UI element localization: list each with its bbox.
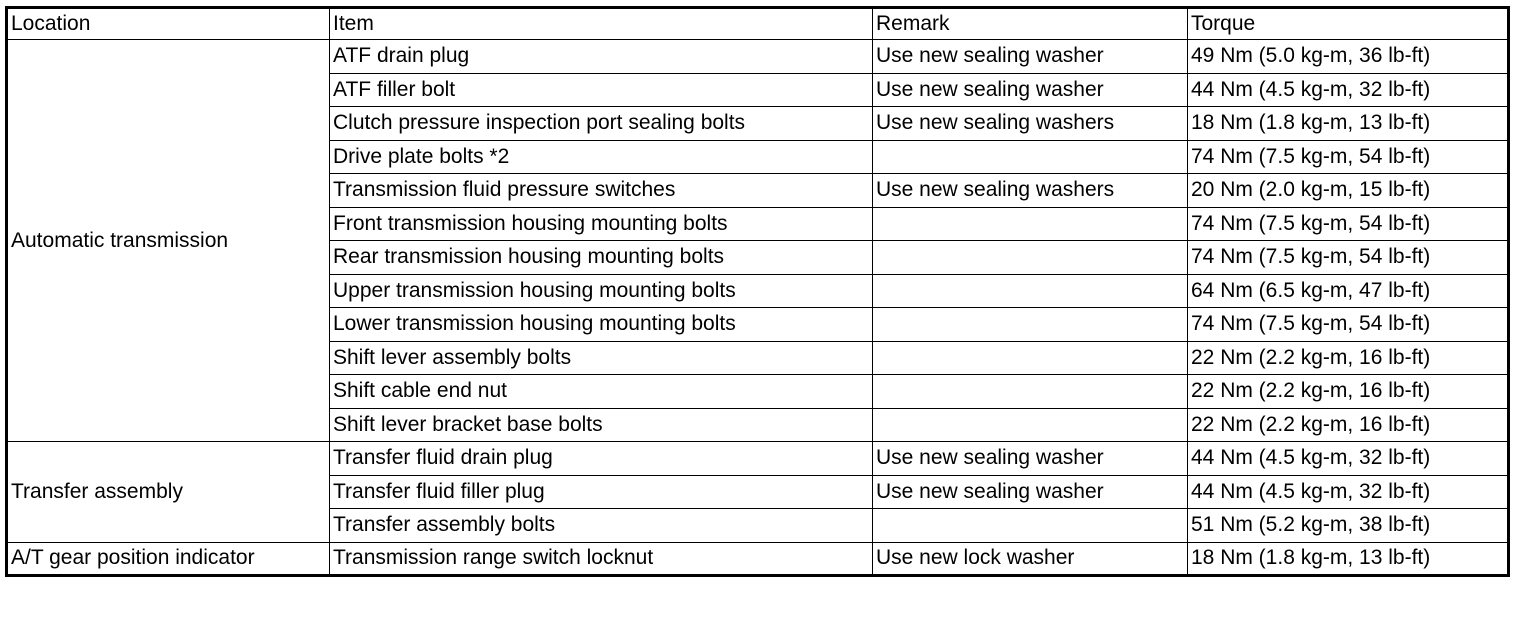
torque-cell: 51 Nm (5.2 kg-m, 38 lb-ft) xyxy=(1188,509,1509,543)
remark-cell: Use new sealing washer xyxy=(873,73,1188,107)
torque-cell: 20 Nm (2.0 kg-m, 15 lb-ft) xyxy=(1188,174,1509,208)
torque-cell: 22 Nm (2.2 kg-m, 16 lb-ft) xyxy=(1188,341,1509,375)
item-cell: Transmission range switch locknut xyxy=(330,542,873,576)
remark-cell: Use new sealing washers xyxy=(873,107,1188,141)
location-cell: A/T gear position indicator xyxy=(7,542,330,576)
torque-cell: 44 Nm (4.5 kg-m, 32 lb-ft) xyxy=(1188,475,1509,509)
torque-cell: 74 Nm (7.5 kg-m, 54 lb-ft) xyxy=(1188,308,1509,342)
column-header-remark: Remark xyxy=(873,8,1188,40)
table-row xyxy=(7,40,1509,74)
item-cell: Front transmission housing mounting bolts xyxy=(330,207,873,241)
remark-cell xyxy=(873,375,1188,409)
column-header-item: Item xyxy=(330,8,873,40)
remark-cell: Use new lock washer xyxy=(873,542,1188,576)
item-cell: Shift cable end nut xyxy=(330,375,873,409)
remark-cell xyxy=(873,207,1188,241)
table-header xyxy=(7,8,1509,40)
table-row xyxy=(7,442,1509,476)
column-header-location: Location xyxy=(7,8,330,40)
item-cell: Rear transmission housing mounting bolts xyxy=(330,241,873,275)
torque-cell: 64 Nm (6.5 kg-m, 47 lb-ft) xyxy=(1188,274,1509,308)
torque-cell: 44 Nm (4.5 kg-m, 32 lb-ft) xyxy=(1188,442,1509,476)
table-row xyxy=(7,542,1509,576)
torque-cell: 74 Nm (7.5 kg-m, 54 lb-ft) xyxy=(1188,207,1509,241)
item-cell: Transmission fluid pressure switches xyxy=(330,174,873,208)
torque-specification-table xyxy=(5,6,1510,577)
remark-cell xyxy=(873,241,1188,275)
item-cell: Transfer fluid filler plug xyxy=(330,475,873,509)
remark-cell: Use new sealing washer xyxy=(873,475,1188,509)
item-cell: Upper transmission housing mounting bolts xyxy=(330,274,873,308)
header-row xyxy=(7,8,1509,40)
remark-cell xyxy=(873,308,1188,342)
item-cell: Transfer assembly bolts xyxy=(330,509,873,543)
torque-cell: 18 Nm (1.8 kg-m, 13 lb-ft) xyxy=(1188,107,1509,141)
remark-cell: Use new sealing washer xyxy=(873,442,1188,476)
torque-cell: 74 Nm (7.5 kg-m, 54 lb-ft) xyxy=(1188,241,1509,275)
remark-cell: Use new sealing washer xyxy=(873,40,1188,74)
item-cell: Shift lever bracket base bolts xyxy=(330,408,873,442)
item-cell: Clutch pressure inspection port sealing bolts xyxy=(330,107,873,141)
remark-cell xyxy=(873,408,1188,442)
column-header-torque: Torque xyxy=(1188,8,1509,40)
item-cell: Shift lever assembly bolts xyxy=(330,341,873,375)
item-cell: ATF filler bolt xyxy=(330,73,873,107)
remark-cell xyxy=(873,341,1188,375)
item-cell: Drive plate bolts *2 xyxy=(330,140,873,174)
remark-cell xyxy=(873,509,1188,543)
item-cell: ATF drain plug xyxy=(330,40,873,74)
torque-cell: 49 Nm (5.0 kg-m, 36 lb-ft) xyxy=(1188,40,1509,74)
location-cell: Transfer assembly xyxy=(7,442,330,543)
table-body xyxy=(7,40,1509,576)
torque-cell: 22 Nm (2.2 kg-m, 16 lb-ft) xyxy=(1188,408,1509,442)
location-cell: Automatic transmission xyxy=(7,40,330,442)
remark-cell xyxy=(873,274,1188,308)
remark-cell xyxy=(873,140,1188,174)
remark-cell: Use new sealing washers xyxy=(873,174,1188,208)
item-cell: Transfer fluid drain plug xyxy=(330,442,873,476)
torque-cell: 18 Nm (1.8 kg-m, 13 lb-ft) xyxy=(1188,542,1509,576)
item-cell: Lower transmission housing mounting bolts xyxy=(330,308,873,342)
torque-cell: 74 Nm (7.5 kg-m, 54 lb-ft) xyxy=(1188,140,1509,174)
torque-cell: 22 Nm (2.2 kg-m, 16 lb-ft) xyxy=(1188,375,1509,409)
torque-cell: 44 Nm (4.5 kg-m, 32 lb-ft) xyxy=(1188,73,1509,107)
